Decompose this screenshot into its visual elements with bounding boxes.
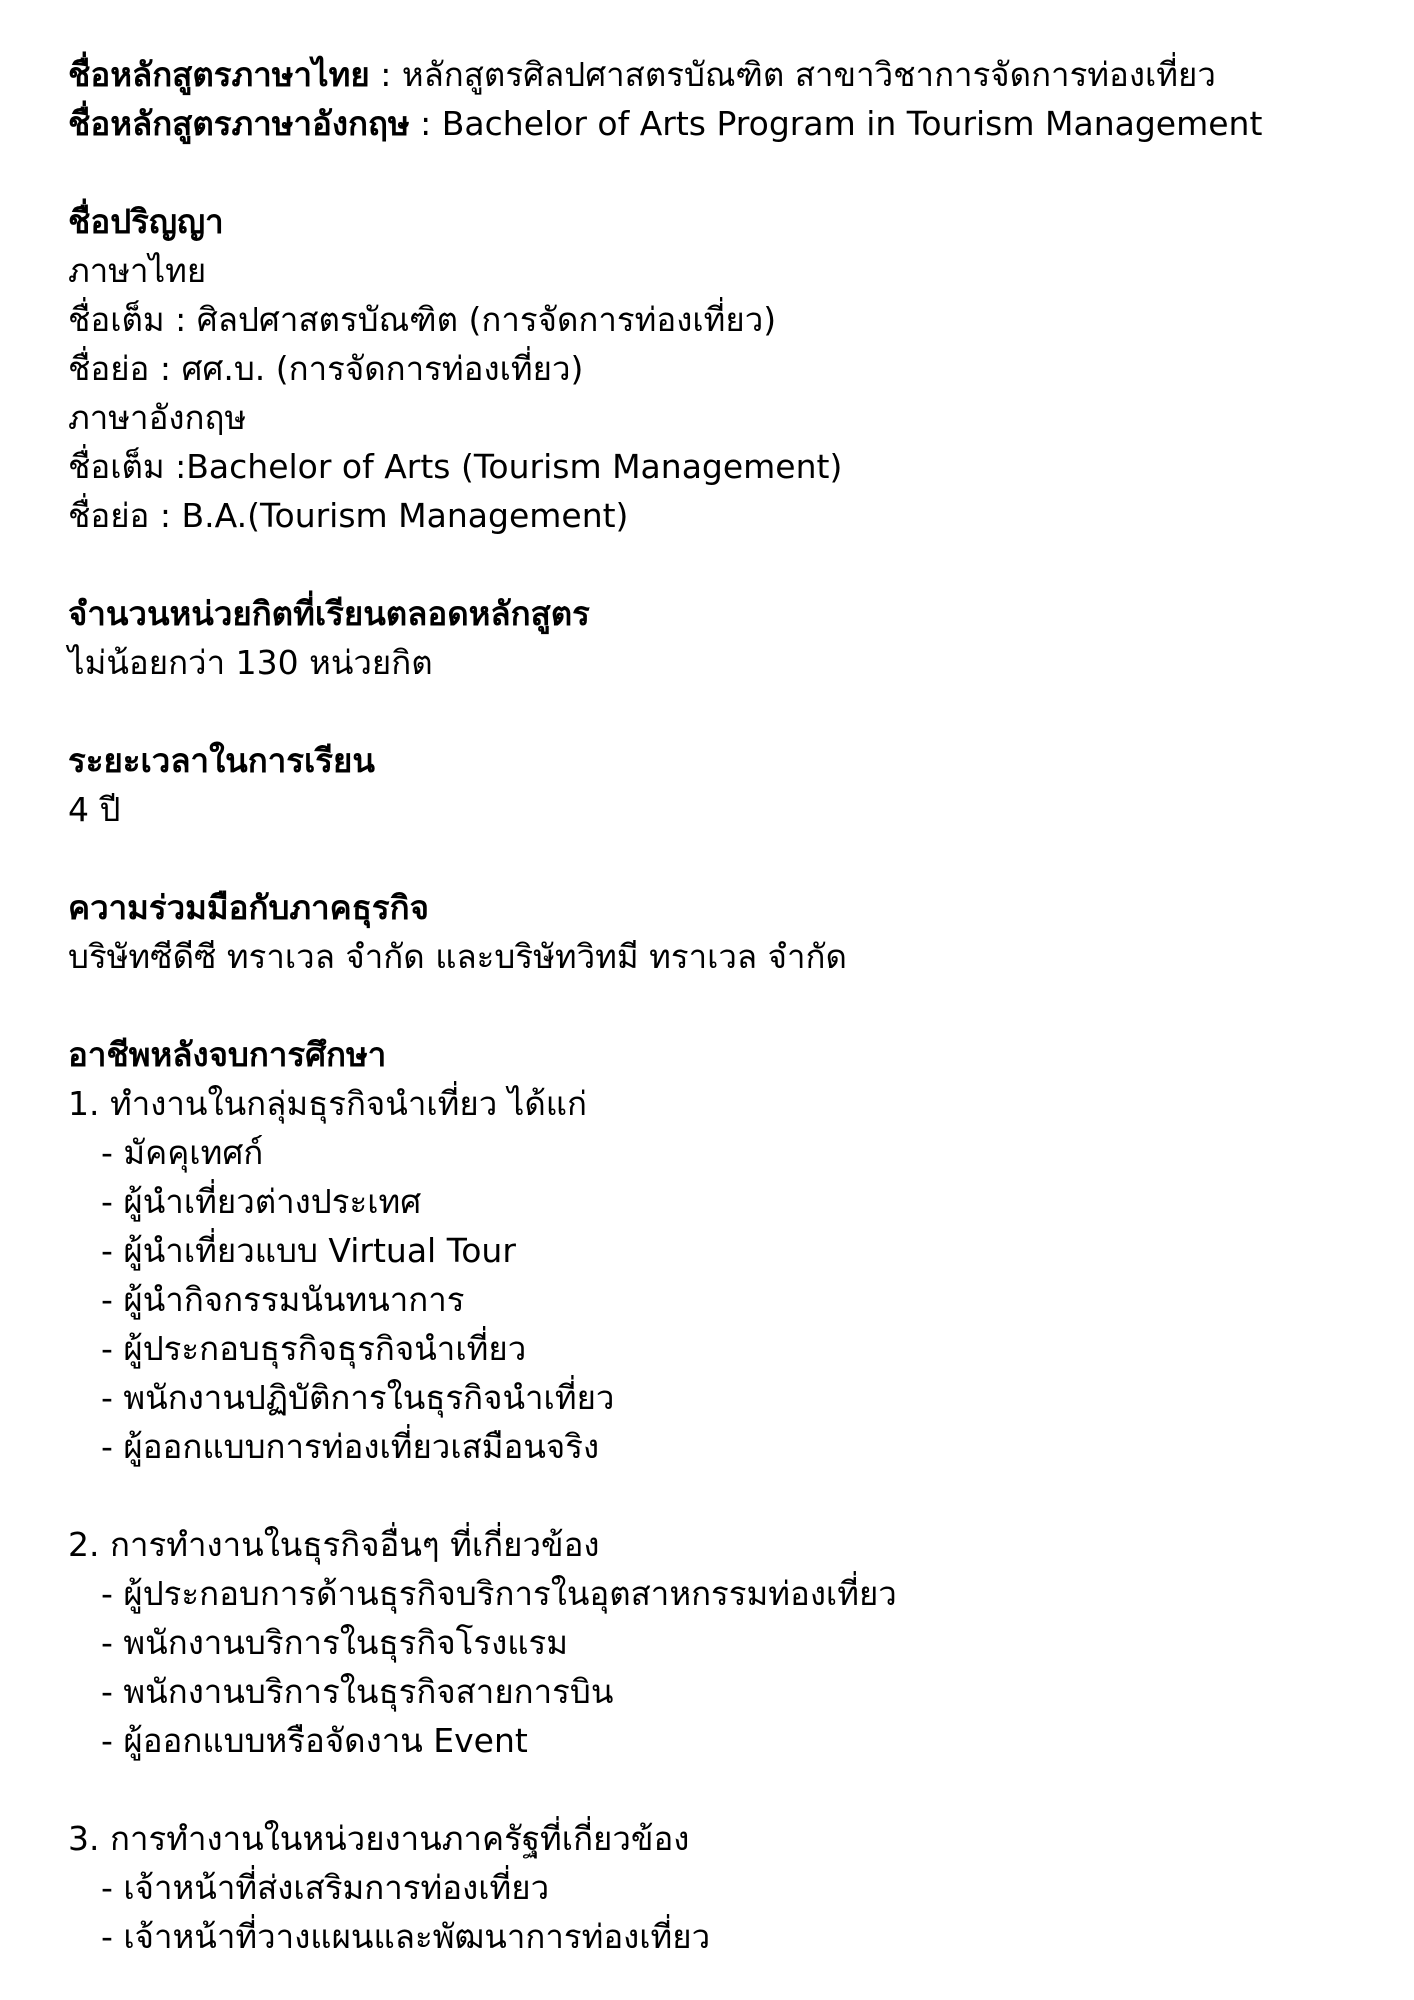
- career-item: - ผู้ออกแบบหรือจัดงาน Event: [101, 1721, 528, 1760]
- program-name-thai: [68, 50, 1374, 99]
- degree-english-full-name: ชื่อเต็ม :Bachelor of Arts (Tourism Management): [68, 447, 843, 486]
- partners-heading: ความร่วมมือกับภาคธุรกิจ: [68, 888, 429, 927]
- document-page: [68, 50, 1374, 1961]
- degree-english-language: ภาษาอังกฤษ: [68, 398, 247, 437]
- program-name-thai-label: ชื่อหลักสูตรภาษาไทย: [68, 55, 370, 94]
- program-name-english-value: : Bachelor of Arts Program in Tourism Management: [409, 104, 1263, 143]
- career-group-government: [68, 1814, 1374, 1961]
- career-item: - เจ้าหน้าที่วางแผนและพัฒนาการท่องเที่ยว: [101, 1917, 711, 1956]
- credits-value: ไม่น้อยกว่า 130 หน่วยกิต: [68, 643, 433, 682]
- career-item: - ผู้นำกิจกรรมนันทนาการ: [101, 1280, 465, 1319]
- program-name-thai-value: : หลักสูตรศิลปศาสตรบัณฑิต สาขาวิชาการจัดการท่องเที่ยว: [369, 55, 1216, 94]
- career-group-related-business: [68, 1520, 1374, 1765]
- degree-english-short-name: ชื่อย่อ : B.A.(Tourism Management): [68, 496, 629, 535]
- career-item: - ผู้ประกอบการด้านธุรกิจบริการในอุตสาหกรรมท่องเที่ยว: [101, 1574, 897, 1613]
- credits-heading: จำนวนหน่วยกิตที่เรียนตลอดหลักสูตร: [68, 594, 590, 633]
- career-item: - มัคคุเทศก์: [101, 1133, 264, 1172]
- career-item: - พนักงานปฏิบัติการในธุรกิจนำเที่ยว: [101, 1378, 615, 1417]
- career-item: - เจ้าหน้าที่ส่งเสริมการท่องเที่ยว: [101, 1868, 550, 1907]
- spacer: [68, 148, 1374, 197]
- duration-heading: ระยะเวลาในการเรียน: [68, 741, 375, 780]
- degree-heading: ชื่อปริญญา: [68, 202, 224, 241]
- degree-thai-full-name: ชื่อเต็ม : ศิลปศาสตรบัณฑิต (การจัดการท่องเที่ยว): [68, 300, 777, 339]
- program-name-english-label: ชื่อหลักสูตรภาษาอังกฤษ: [68, 104, 410, 143]
- spacer: [68, 1471, 1374, 1520]
- career-item: - ผู้ออกแบบการท่องเที่ยวเสมือนจริง: [101, 1427, 600, 1466]
- career-group-title: 2. การทำงานในธุรกิจอื่นๆ ที่เกี่ยวข้อง: [68, 1525, 600, 1564]
- partners-value: บริษัทซีดีซี ทราเวล จำกัด และบริษัทวิทมี ทราเวล จำกัด: [68, 937, 847, 976]
- career-group-title: 1. ทำงานในกลุ่มธุรกิจนำเที่ยว ได้แก่: [68, 1084, 588, 1123]
- career-item: - ผู้นำเที่ยวต่างประเทศ: [101, 1182, 422, 1221]
- degree-thai-language: ภาษาไทย: [68, 251, 207, 290]
- career-item: - ผู้ประกอบธุรกิจธุรกิจนำเที่ยว: [101, 1329, 527, 1368]
- program-name-english: [68, 99, 1374, 148]
- spacer: [68, 1765, 1374, 1814]
- spacer: [68, 834, 1374, 883]
- career-item: - ผู้นำเที่ยวแบบ Virtual Tour: [101, 1231, 516, 1270]
- career-item: - พนักงานบริการในธุรกิจโรงแรม: [101, 1623, 568, 1662]
- careers-heading: อาชีพหลังจบการศึกษา: [68, 1035, 387, 1074]
- spacer: [68, 687, 1374, 736]
- duration-value: 4 ปี: [68, 790, 121, 829]
- degree-thai-short-name: ชื่อย่อ : ศศ.บ. (การจัดการท่องเที่ยว): [68, 349, 584, 388]
- career-group-tour-business: [68, 1079, 1374, 1471]
- career-item: - พนักงานบริการในธุรกิจสายการบิน: [101, 1672, 614, 1711]
- spacer: [68, 540, 1374, 589]
- spacer: [68, 981, 1374, 1030]
- career-group-title: 3. การทำงานในหน่วยงานภาครัฐที่เกี่ยวข้อง: [68, 1819, 690, 1858]
